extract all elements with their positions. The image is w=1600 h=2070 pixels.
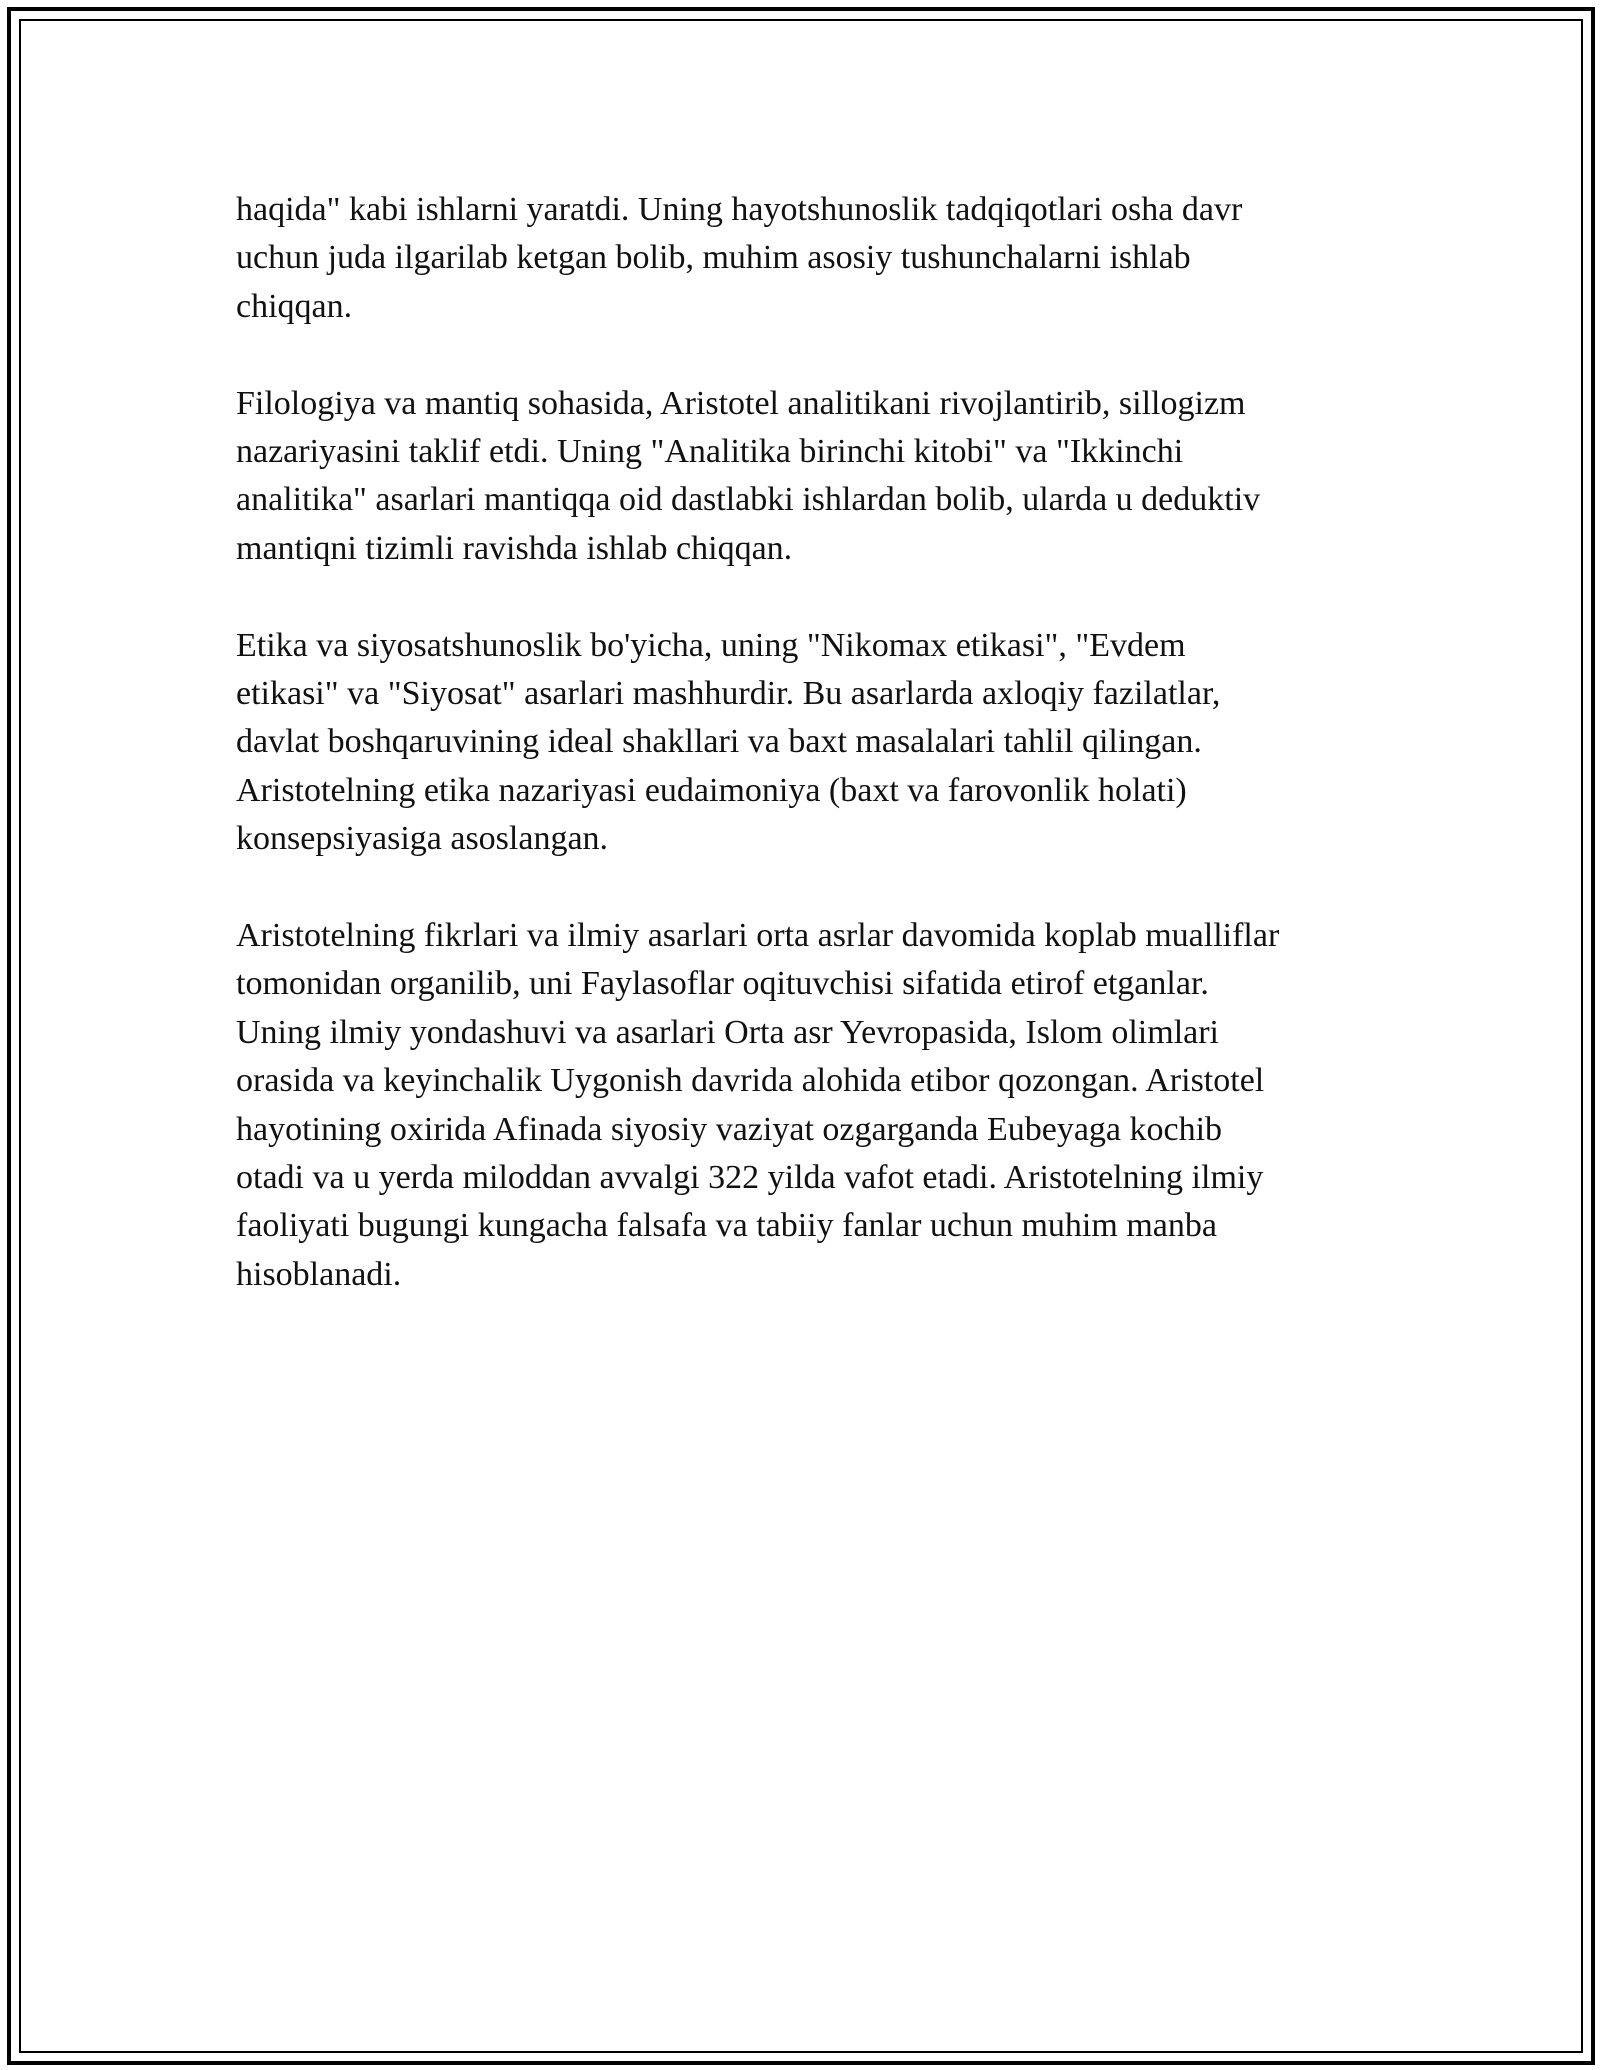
text-line: orasida va keyinchalik Uygonish davrida alohida etibor qozongan. Aristotel (236, 1062, 1265, 1100)
paragraph-logic (236, 380, 1386, 574)
text-line: analitika" asarlari mantiqqa oid dastlabki ishlardan bolib, ularda u deduktiv (236, 481, 1261, 519)
document-body (236, 186, 1386, 1348)
text-line: tomonidan organilib, uni Faylasoflar oqituvchisi sifatida etirof etganlar. (236, 965, 1209, 1003)
text-line: Uning ilmiy yondashuvi va asarlari Orta asr Yevropasida, Islom olimlari (236, 1013, 1219, 1051)
text-line: faoliyati bugungi kungacha falsafa va tabiiy fanlar uchun muhim manba (236, 1207, 1217, 1245)
text-line: etikasi" va "Siyosat" asarlari mashhurdir. Bu asarlarda axloqiy fazilatlar, (236, 675, 1221, 713)
text-line: hayotining oxirida Afinada siyosiy vaziyat ozgarganda Eubeyaga kochib (236, 1110, 1223, 1148)
text-line: nazariyasini taklif etdi. Uning "Analitika birinchi kitobi" va "Ikkinchi (236, 433, 1184, 471)
text-line: mantiqni tizimli ravishda ishlab chiqqan. (236, 529, 793, 567)
paragraph-biology (236, 186, 1386, 331)
text-line: otadi va u yerda miloddan avvalgi 322 yilda vafot etadi. Aristotelning ilmiy (236, 1159, 1264, 1197)
text-line: haqida" kabi ishlarni yaratdi. Uning hayotshunoslik tadqiqotlari osha davr (236, 191, 1243, 228)
text-line: hisoblanadi. (236, 1255, 402, 1293)
text-line: Filologiya va mantiq sohasida, Aristotel analitikani rivojlantirib, sillogizm (236, 384, 1246, 422)
text-line: uchun juda ilgarilab ketgan bolib, muhim asosiy tushunchalarni ishlab (236, 239, 1191, 277)
text-line: konsepsiyasiga asoslangan. (236, 820, 609, 858)
text-line: Aristotelning fikrlari va ilmiy asarlari orta asrlar davomida koplab mualliflar (236, 917, 1280, 955)
text-line: Aristotelning etika nazariyasi eudaimoniya (baxt va farovonlik holati) (236, 771, 1187, 809)
paragraph-legacy (236, 912, 1386, 1299)
text-line: Etika va siyosatshunoslik bo'yicha, uning "Nikomax etikasi", "Evdem (236, 626, 1186, 664)
text-line: davlat boshqaruvining ideal shakllari va baxt masalalari tahlil qilingan. (236, 723, 1202, 761)
paragraph-ethics (236, 622, 1386, 864)
text-line: chiqqan. (236, 287, 353, 325)
